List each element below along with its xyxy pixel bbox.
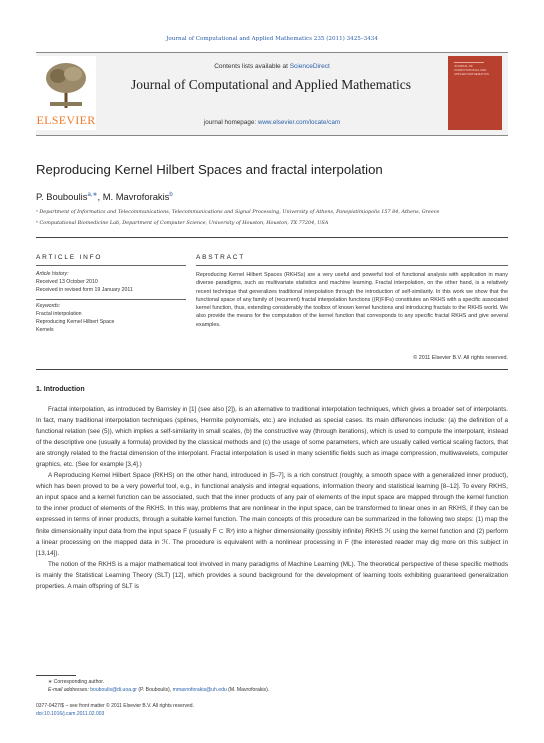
contents-prefix: Contents lists available at — [214, 63, 290, 70]
revised-date: Received in revised form 19 January 2011 — [36, 287, 133, 294]
intro-body — [36, 404, 508, 592]
divider — [196, 265, 508, 266]
doi-link[interactable] — [36, 711, 104, 717]
journal-homepage-line — [36, 119, 508, 126]
elsevier-wordmark: ELSEVIER — [36, 113, 96, 127]
article-info-heading: ARTICLE INFO — [36, 254, 103, 261]
keyword: Reproducing Kernel Hilbert Space — [36, 319, 115, 326]
footnote-rule — [36, 675, 76, 676]
affiliation-b: ᵇ Computational Biomedicine Lab, Department of Computer Science, University of Houston, Houston, TX 77204, USA — [36, 220, 329, 226]
corresponding-author-note: ∗ Corresponding author. — [48, 679, 105, 685]
abstract-text: Reproducing Kernel Hilbert Spaces (RKHSs) are a very useful and powerful tool of functional analysis with application in many diverse paradigms, such as multivariate statistics and machine learning. Fractal interpolation, on the other hand, is a relatively recent technique that generalizes traditional interpolation through the introduction of self-similarity. In this work we show that the functional space of any family of (recurrent) fractal interpolation functions ((R)FIFs) constitutes an RKHS with a specific associated kernel function, thus, extending considerably the toolbox of known kernel functions and introducing fractals to the RKHS world. We also provide the means for the computation of the kernel function that corresponds to any specific fractal RKHS and give several examples. — [196, 272, 508, 328]
email-link[interactable]: bouboulis@di.uoa.gr — [90, 687, 137, 693]
section-heading: 1. Introduction — [36, 386, 85, 393]
paragraph: Fractal interpolation, as introduced by Barnsley in [1] (see also [2]), is an alternative to traditional interpolation techniques, which gives a broader set of interpolants. In fact, many traditional interpolation techniques (splines, Hermite polynomials, etc.) are included as special cases. Its main differences include: (a) the definition of a functional relation (see (5)), which implies a self-similarity in small scales, (b) the constructive way (through iterations), which is used to compute the interpolant, instead of the descriptive one (usually a formula) provided by the classical methods and (c) the usage of some parameters, which are usually called vertical scaling factors, that are strongly related to the fractal dimension of the interpolant. Fractal interpolation is used in many scientific fields such as image compression, multiwavelets, computer graphics, etc. (See for example [3,4].) — [36, 406, 508, 469]
homepage-prefix: journal homepage: — [203, 119, 258, 126]
divider — [36, 369, 508, 370]
sciencedirect-link[interactable]: ScienceDirect — [289, 63, 330, 70]
author-separator: , — [97, 191, 103, 203]
homepage-link[interactable]: www.elsevier.com/locate/cam — [257, 119, 341, 126]
divider — [36, 299, 186, 300]
email-owner: (M. Mavroforakis). — [226, 687, 270, 693]
journal-title: Journal of Computational and Applied Mathematics — [130, 77, 412, 92]
keyword: Fractal interpolation — [36, 311, 82, 318]
author-affil-marker[interactable]: b — [169, 192, 173, 198]
email-owner: (P. Bouboulis), — [137, 687, 173, 693]
author-name[interactable]: P. Bouboulis — [36, 191, 88, 203]
paragraph: The notion of the RKHS is a major mathematical tool involved in many paradigms of Machine Learning (ML). The theoretical perspective of these specific methods is mainly the Statistical Learning Theory (SLT) [12], which provides a sound background for the development of learning tools exhibiting guaranteed generalization properties. A main offspring of SLT is — [36, 560, 508, 590]
divider — [36, 237, 508, 238]
author-affil-marker[interactable]: a,∗ — [87, 192, 98, 198]
copyright-notice: © 2011 Elsevier B.V. All rights reserved. — [413, 355, 508, 361]
issn-line: 0377-0427/$ – see front matter © 2011 Elsevier B.V. All rights reserved. — [36, 703, 194, 709]
contents-line — [36, 63, 508, 70]
email-addresses — [48, 687, 269, 693]
received-date: Received 13 October 2010 — [36, 279, 98, 286]
email-link[interactable]: mmavroforakis@uh.edu — [172, 687, 227, 693]
journal-cover-thumbnail[interactable] — [448, 56, 502, 130]
email-label: E-mail addresses: — [48, 687, 91, 693]
keywords-label: Keywords: — [36, 303, 61, 309]
doi-text[interactable]: doi:10.1016/j.cam.2011.02.003 — [36, 711, 105, 717]
journal-header — [36, 52, 508, 136]
article-history — [36, 270, 186, 294]
author-name[interactable]: M. Mavroforakis — [102, 191, 170, 203]
keywords — [36, 302, 186, 334]
author-list — [36, 191, 173, 202]
paragraph: A Reproducing Kernel Hilbert Space (RKHS) on the other hand, introduced in [5–7], is a rich construct (roughly, a smooth space with a generalized inner product), which has been proved to be a very powerful tool, e.g., in functional analysis and integral equations, information theory and statistical learning [8–12]. To every RKHS, an input space and a kernel function can be associated, such that the inner products of any pair of elements of the input space are mapped through the kernel function to the inner product of elements of the RKHS. In this way, problems that are nonlinear in the input space, can be transformed to linear ones in an RKHS, if they can be expressed in terms of inner products, through a suitable kernel function. The main concepts of this procedure can be summarized in the following two steps: (1) map the finite dimensionality input data from the input space F (usually F ⊂ ℝᵛ) into a higher dimensionality (possibly infinite) RKHS ℋ using the kernel function and (2) perform a linear processing on the mapped data in ℋ. The procedure is equivalent with a nonlinear processing in F (the interested reader may dig more on this subject in [13,14]). — [36, 472, 508, 557]
cover-title: JOURNAL OF COMPUTATIONAL AND APPLIED MATHEMATICS — [454, 64, 489, 76]
affiliation-a: ᵃ Department of Informatics and Telecommunications, Telecommunications and Signal Processing, University of Athens, Panepistimiopolis 157 84, Athens, Greece — [36, 209, 440, 215]
journal-citation-link[interactable]: Journal of Computational and Applied Mathematics 235 (2011) 3425–3434 — [166, 36, 378, 42]
history-label: Article history: — [36, 271, 69, 277]
abstract-heading: ABSTRACT — [196, 254, 246, 261]
paper-title: Reproducing Kernel Hilbert Spaces and fractal interpolation — [36, 162, 383, 177]
divider — [36, 265, 186, 266]
keyword: Kernels — [36, 327, 54, 334]
